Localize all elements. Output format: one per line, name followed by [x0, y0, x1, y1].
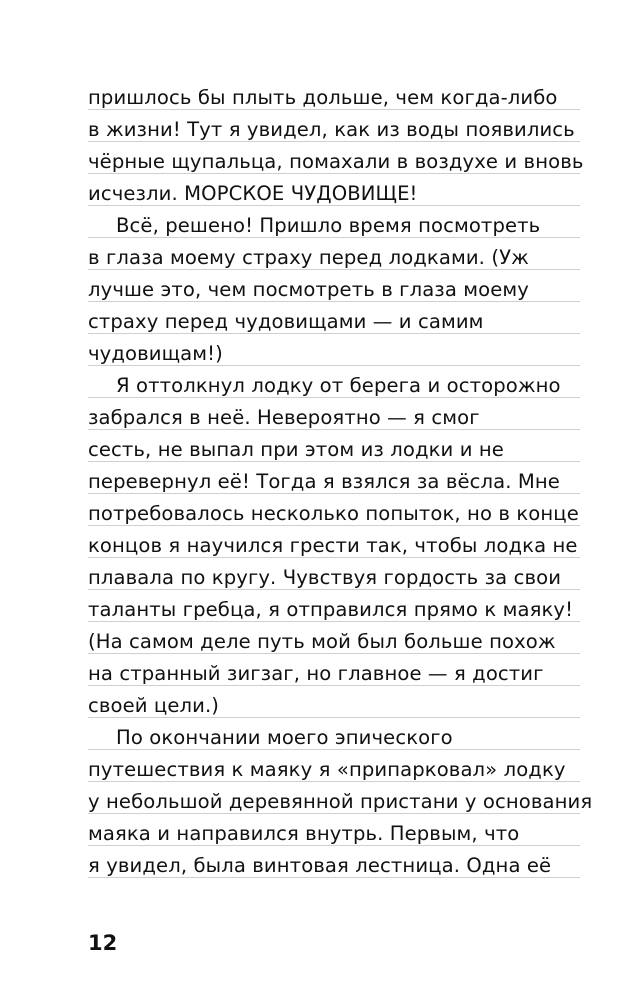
text-line: маяка и направился внутрь. Первым, что: [88, 822, 520, 845]
page-number: 12: [88, 931, 118, 955]
text-line: перевернул её! Тогда я взялся за вёсла. Мне: [88, 470, 560, 493]
text-line: на странный зигзаг, но главное — я достиг: [88, 662, 544, 685]
text-line: (На самом деле путь мой был больше похож: [88, 630, 556, 653]
text-line: исчезли. МОРСКОЕ ЧУДОВИЩЕ!: [88, 182, 418, 205]
text-line: страху перед чудовищами — и самим: [88, 310, 484, 333]
text-line: потребовалось несколько попыток, но в конце: [88, 502, 579, 525]
text-line: у небольшой деревянной пристани у основания: [88, 790, 593, 813]
text-line: таланты гребца, я отправился прямо к маяку!: [88, 598, 574, 621]
page-body-text: [88, 82, 593, 882]
text-line-indented: Всё, решено! Пришло время посмотреть: [116, 214, 541, 237]
text-line-indented: Я оттолкнул лодку от берега и осторожно: [116, 374, 561, 397]
text-line: лучше это, чем посмотреть в глаза моему: [88, 278, 529, 301]
text-line: забрался в неё. Невероятно — я смог: [88, 406, 480, 429]
text-line: путешествия к маяку я «припарковал» лодку: [88, 758, 566, 781]
text-line: своей цели.): [88, 694, 220, 717]
text-line: концов я научился грести так, чтобы лодка не: [88, 534, 578, 557]
text-line: я увидел, была винтовая лестница. Одна её: [88, 854, 552, 877]
text-line: в жизни! Тут я увидел, как из воды появились: [88, 118, 575, 141]
text-line: чудовищам!): [88, 342, 223, 365]
text-line: сесть, не выпал при этом из лодки и не: [88, 438, 504, 461]
text-line: пришлось бы плыть дольше, чем когда-либо: [88, 86, 558, 109]
text-line: плавала по кругу. Чувствуя гордость за свои: [88, 566, 562, 589]
text-line-indented: По окончании моего эпического: [116, 726, 453, 749]
text-line: в глаза моему страху перед лодками. (Уж: [88, 246, 529, 269]
text-line: чёрные щупальца, помахали в воздухе и вновь: [88, 150, 584, 173]
